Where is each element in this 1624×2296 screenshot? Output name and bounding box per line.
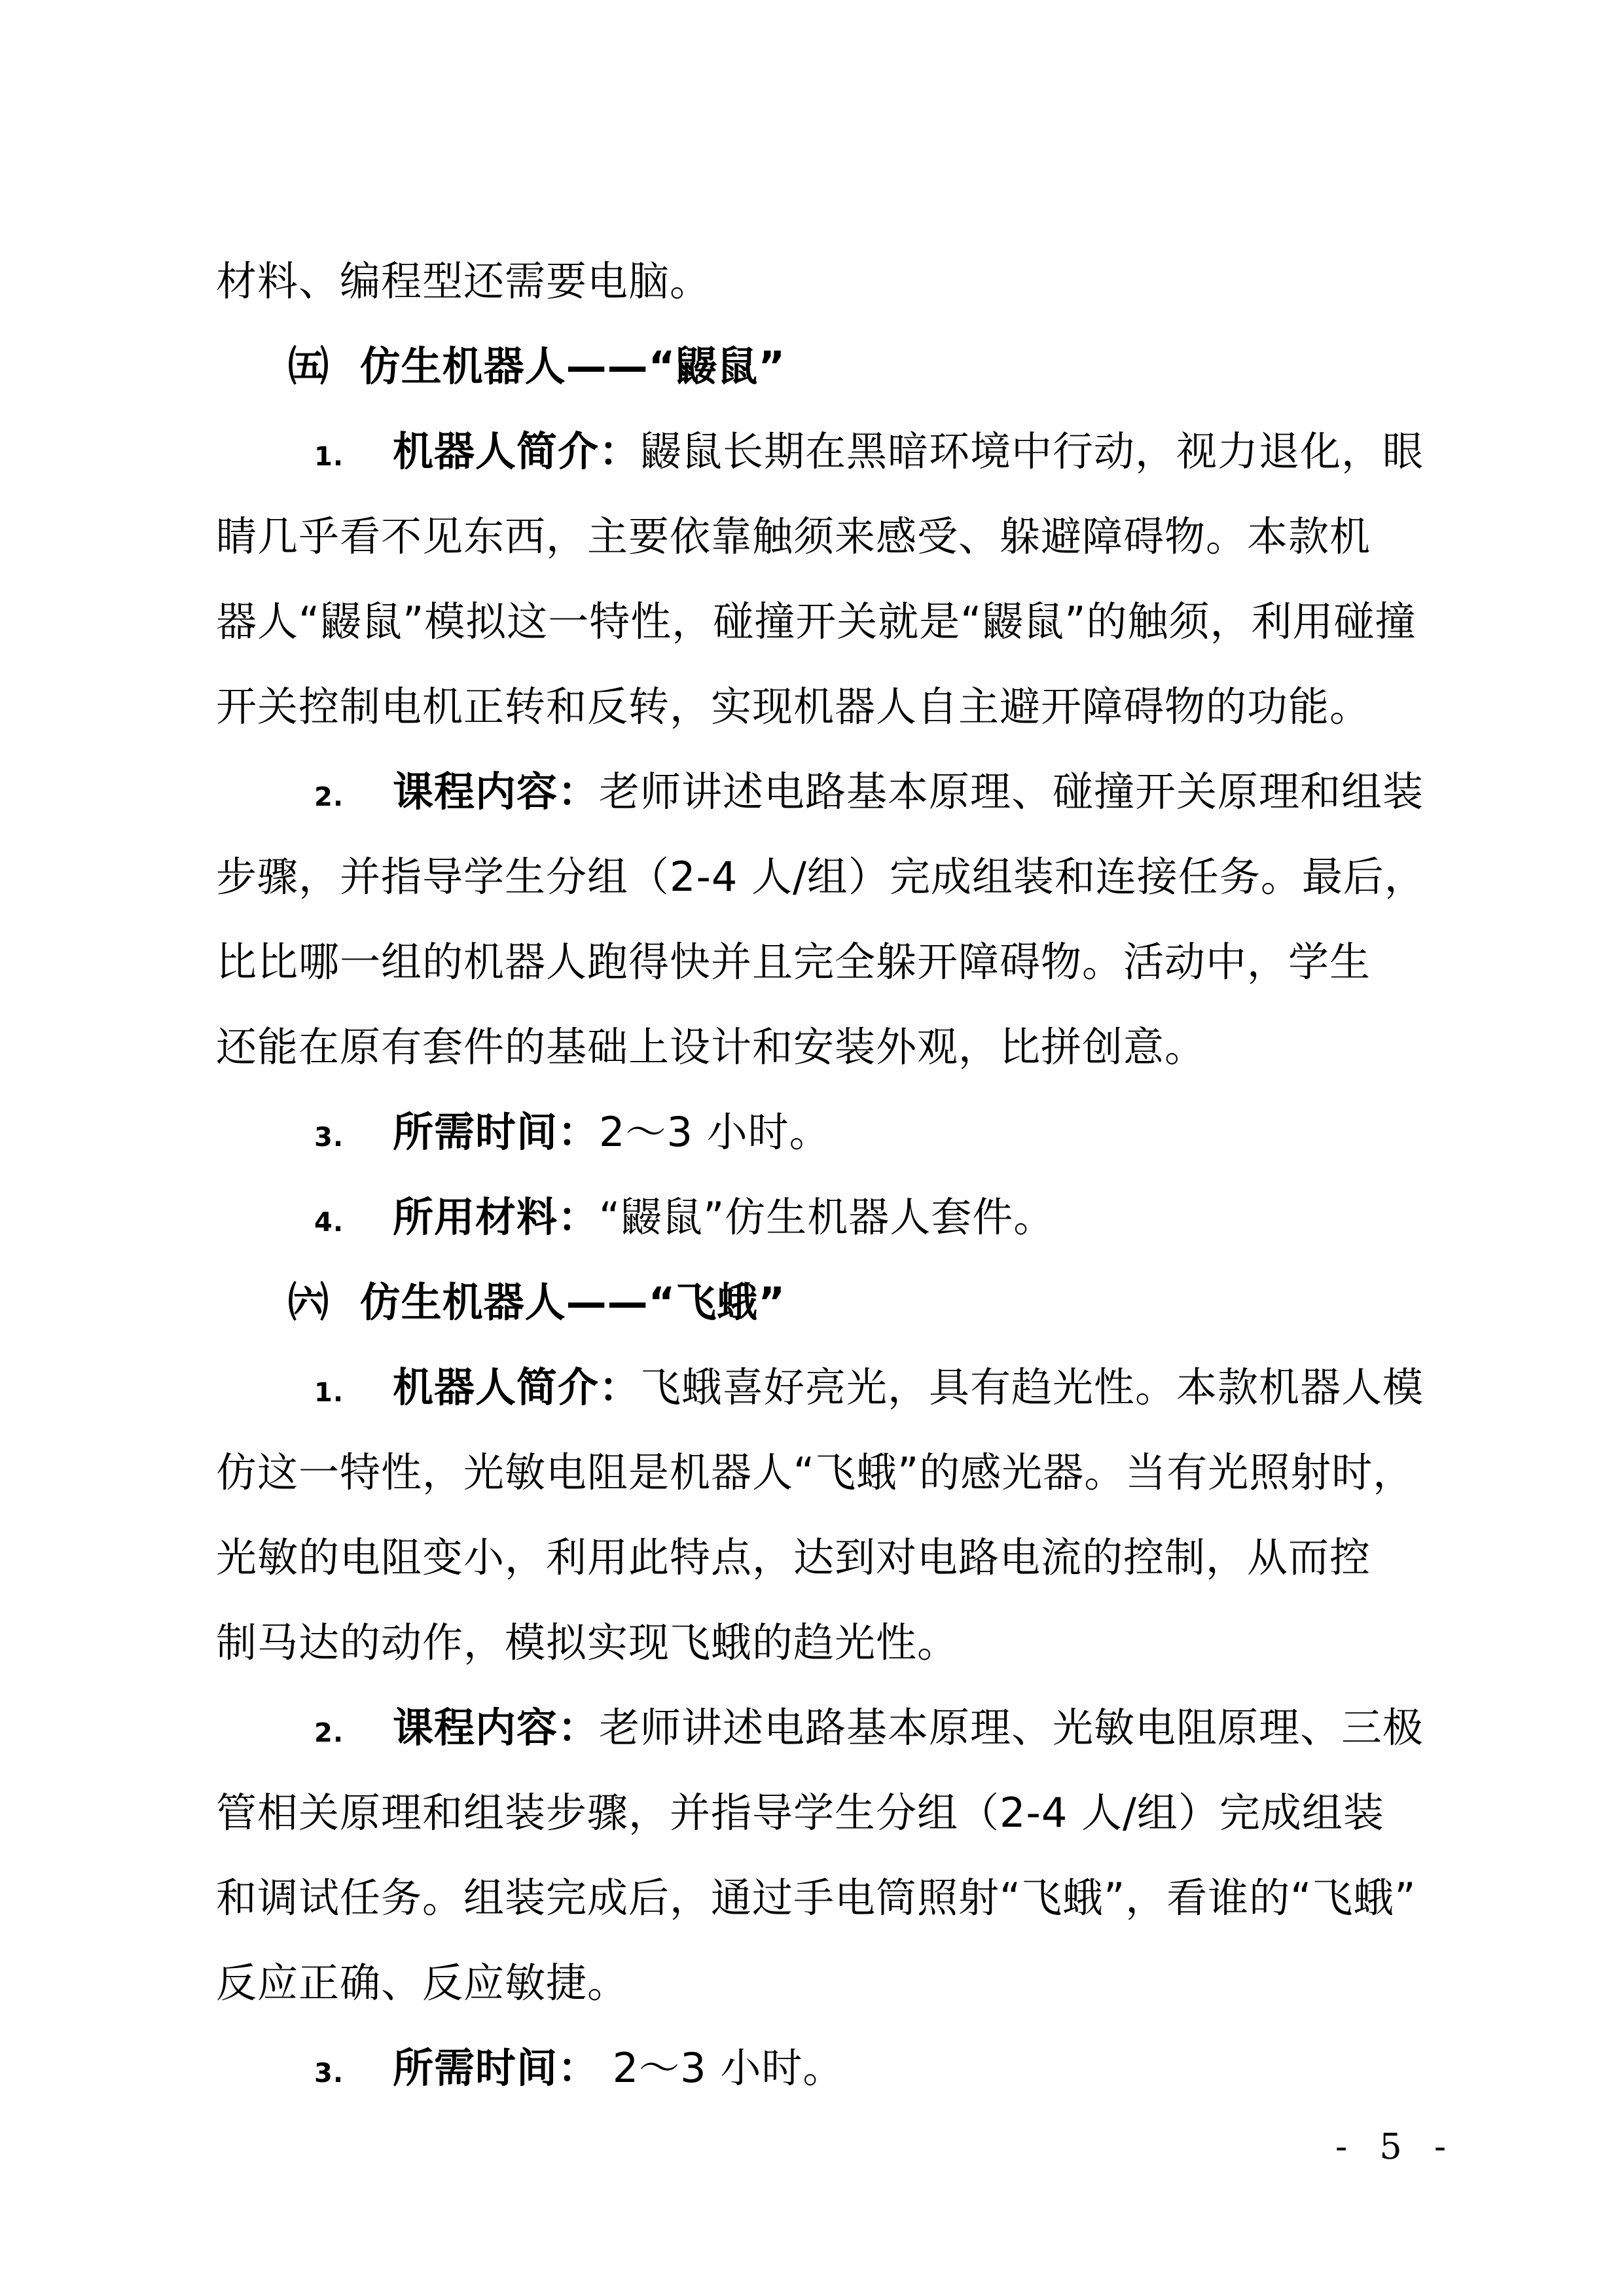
text: 制马达的动作，模拟实现飞蛾的趋光性。 xyxy=(216,1619,959,1666)
section-marker: ㈤ xyxy=(288,342,330,390)
text: 步骤，并指导学生分组（2-4 人/组）完成组装和连接任务。最后， xyxy=(216,853,1426,901)
text: 器人“鼹鼠”模拟这一特性，碰撞开关就是“鼹鼠”的触须，利用碰撞 xyxy=(216,598,1416,645)
item-number: 4. xyxy=(314,1208,344,1238)
paragraph-line xyxy=(216,596,1416,648)
page-number: - 5 - xyxy=(1335,2126,1457,2167)
item-label: 所用材料： xyxy=(393,1193,600,1241)
paragraph-line xyxy=(216,1872,1416,1924)
item-text: 2～3 小时。 xyxy=(599,1108,831,1156)
section-marker: ㈥ xyxy=(288,1278,330,1326)
list-item xyxy=(314,2042,844,2100)
item-number: 2. xyxy=(314,1718,344,1748)
paragraph-line xyxy=(216,681,1371,733)
section-heading-5 xyxy=(288,340,785,393)
item-text: 2～3 小时。 xyxy=(599,2044,844,2092)
text: 睛几乎看不见东西，主要依靠触须来感受、躲避障碍物。本款机 xyxy=(216,512,1371,560)
list-item xyxy=(314,1191,1055,1249)
paragraph-line xyxy=(216,851,1426,903)
item-label: 课程内容： xyxy=(393,768,600,816)
item-number: 1. xyxy=(314,442,344,472)
paragraph-line xyxy=(216,1957,628,2009)
paragraph-line xyxy=(216,255,711,308)
paragraph-line xyxy=(216,1446,1414,1499)
item-number: 3. xyxy=(314,2058,344,2089)
paragraph-line xyxy=(216,1617,958,1669)
list-item xyxy=(314,425,1424,483)
text: 管相关原理和组装步骤，并指导学生分组（2-4 人/组）完成组装 xyxy=(216,1789,1384,1837)
paragraph-line xyxy=(216,1021,1206,1073)
section-title: 仿生机器人——“鼹鼠” xyxy=(359,342,786,390)
item-label: 机器人简介： xyxy=(393,427,641,475)
paragraph-line xyxy=(216,511,1371,563)
item-label: 所需时间： xyxy=(393,1108,600,1156)
item-label: 机器人简介： xyxy=(393,1363,641,1411)
text: 光敏的电阻变小，利用此特点，达到对电路电流的控制，从而控 xyxy=(216,1534,1371,1581)
paragraph-line xyxy=(216,1532,1371,1584)
list-item xyxy=(314,1361,1424,1419)
item-label: 课程内容： xyxy=(393,1704,600,1751)
text: 比比哪一组的机器人跑得快并且完全躲开障碍物。活动中，学生 xyxy=(216,938,1371,986)
section-heading-6 xyxy=(288,1276,785,1329)
item-label: 所需时间： xyxy=(393,2044,600,2092)
paragraph-line xyxy=(216,1787,1384,1839)
item-number: 1. xyxy=(314,1378,344,1408)
item-text: 鼹鼠长期在黑暗环境中行动，视力退化，眼 xyxy=(640,427,1424,475)
item-text: “鼹鼠”仿生机器人套件。 xyxy=(599,1193,1055,1241)
item-number: 3. xyxy=(314,1122,344,1153)
item-text: 老师讲述电路基本原理、碰撞开关原理和组装 xyxy=(599,768,1424,816)
text: 反应正确、反应敏捷。 xyxy=(216,1959,629,2007)
item-text: 飞蛾喜好亮光，具有趋光性。本款机器人模 xyxy=(640,1363,1424,1411)
list-item xyxy=(314,1702,1424,1759)
item-number: 2. xyxy=(314,782,344,812)
text: 还能在原有套件的基础上设计和安装外观，比拼创意。 xyxy=(216,1023,1206,1071)
list-item xyxy=(314,1106,831,1164)
text: 材料、编程型还需要电脑。 xyxy=(216,257,712,305)
section-title: 仿生机器人——“飞蛾” xyxy=(359,1278,786,1326)
paragraph-line xyxy=(216,936,1371,988)
text: 开关控制电机正转和反转，实现机器人自主避开障碍物的功能。 xyxy=(216,683,1371,730)
text: 仿这一特性，光敏电阻是机器人“飞蛾”的感光器。当有光照射时， xyxy=(216,1448,1415,1496)
list-item xyxy=(314,766,1424,823)
item-text: 老师讲述电路基本原理、光敏电阻原理、三极 xyxy=(599,1704,1424,1751)
text: 和调试任务。组装完成后，通过手电筒照射“飞蛾”，看谁的“飞蛾” xyxy=(216,1874,1416,1922)
